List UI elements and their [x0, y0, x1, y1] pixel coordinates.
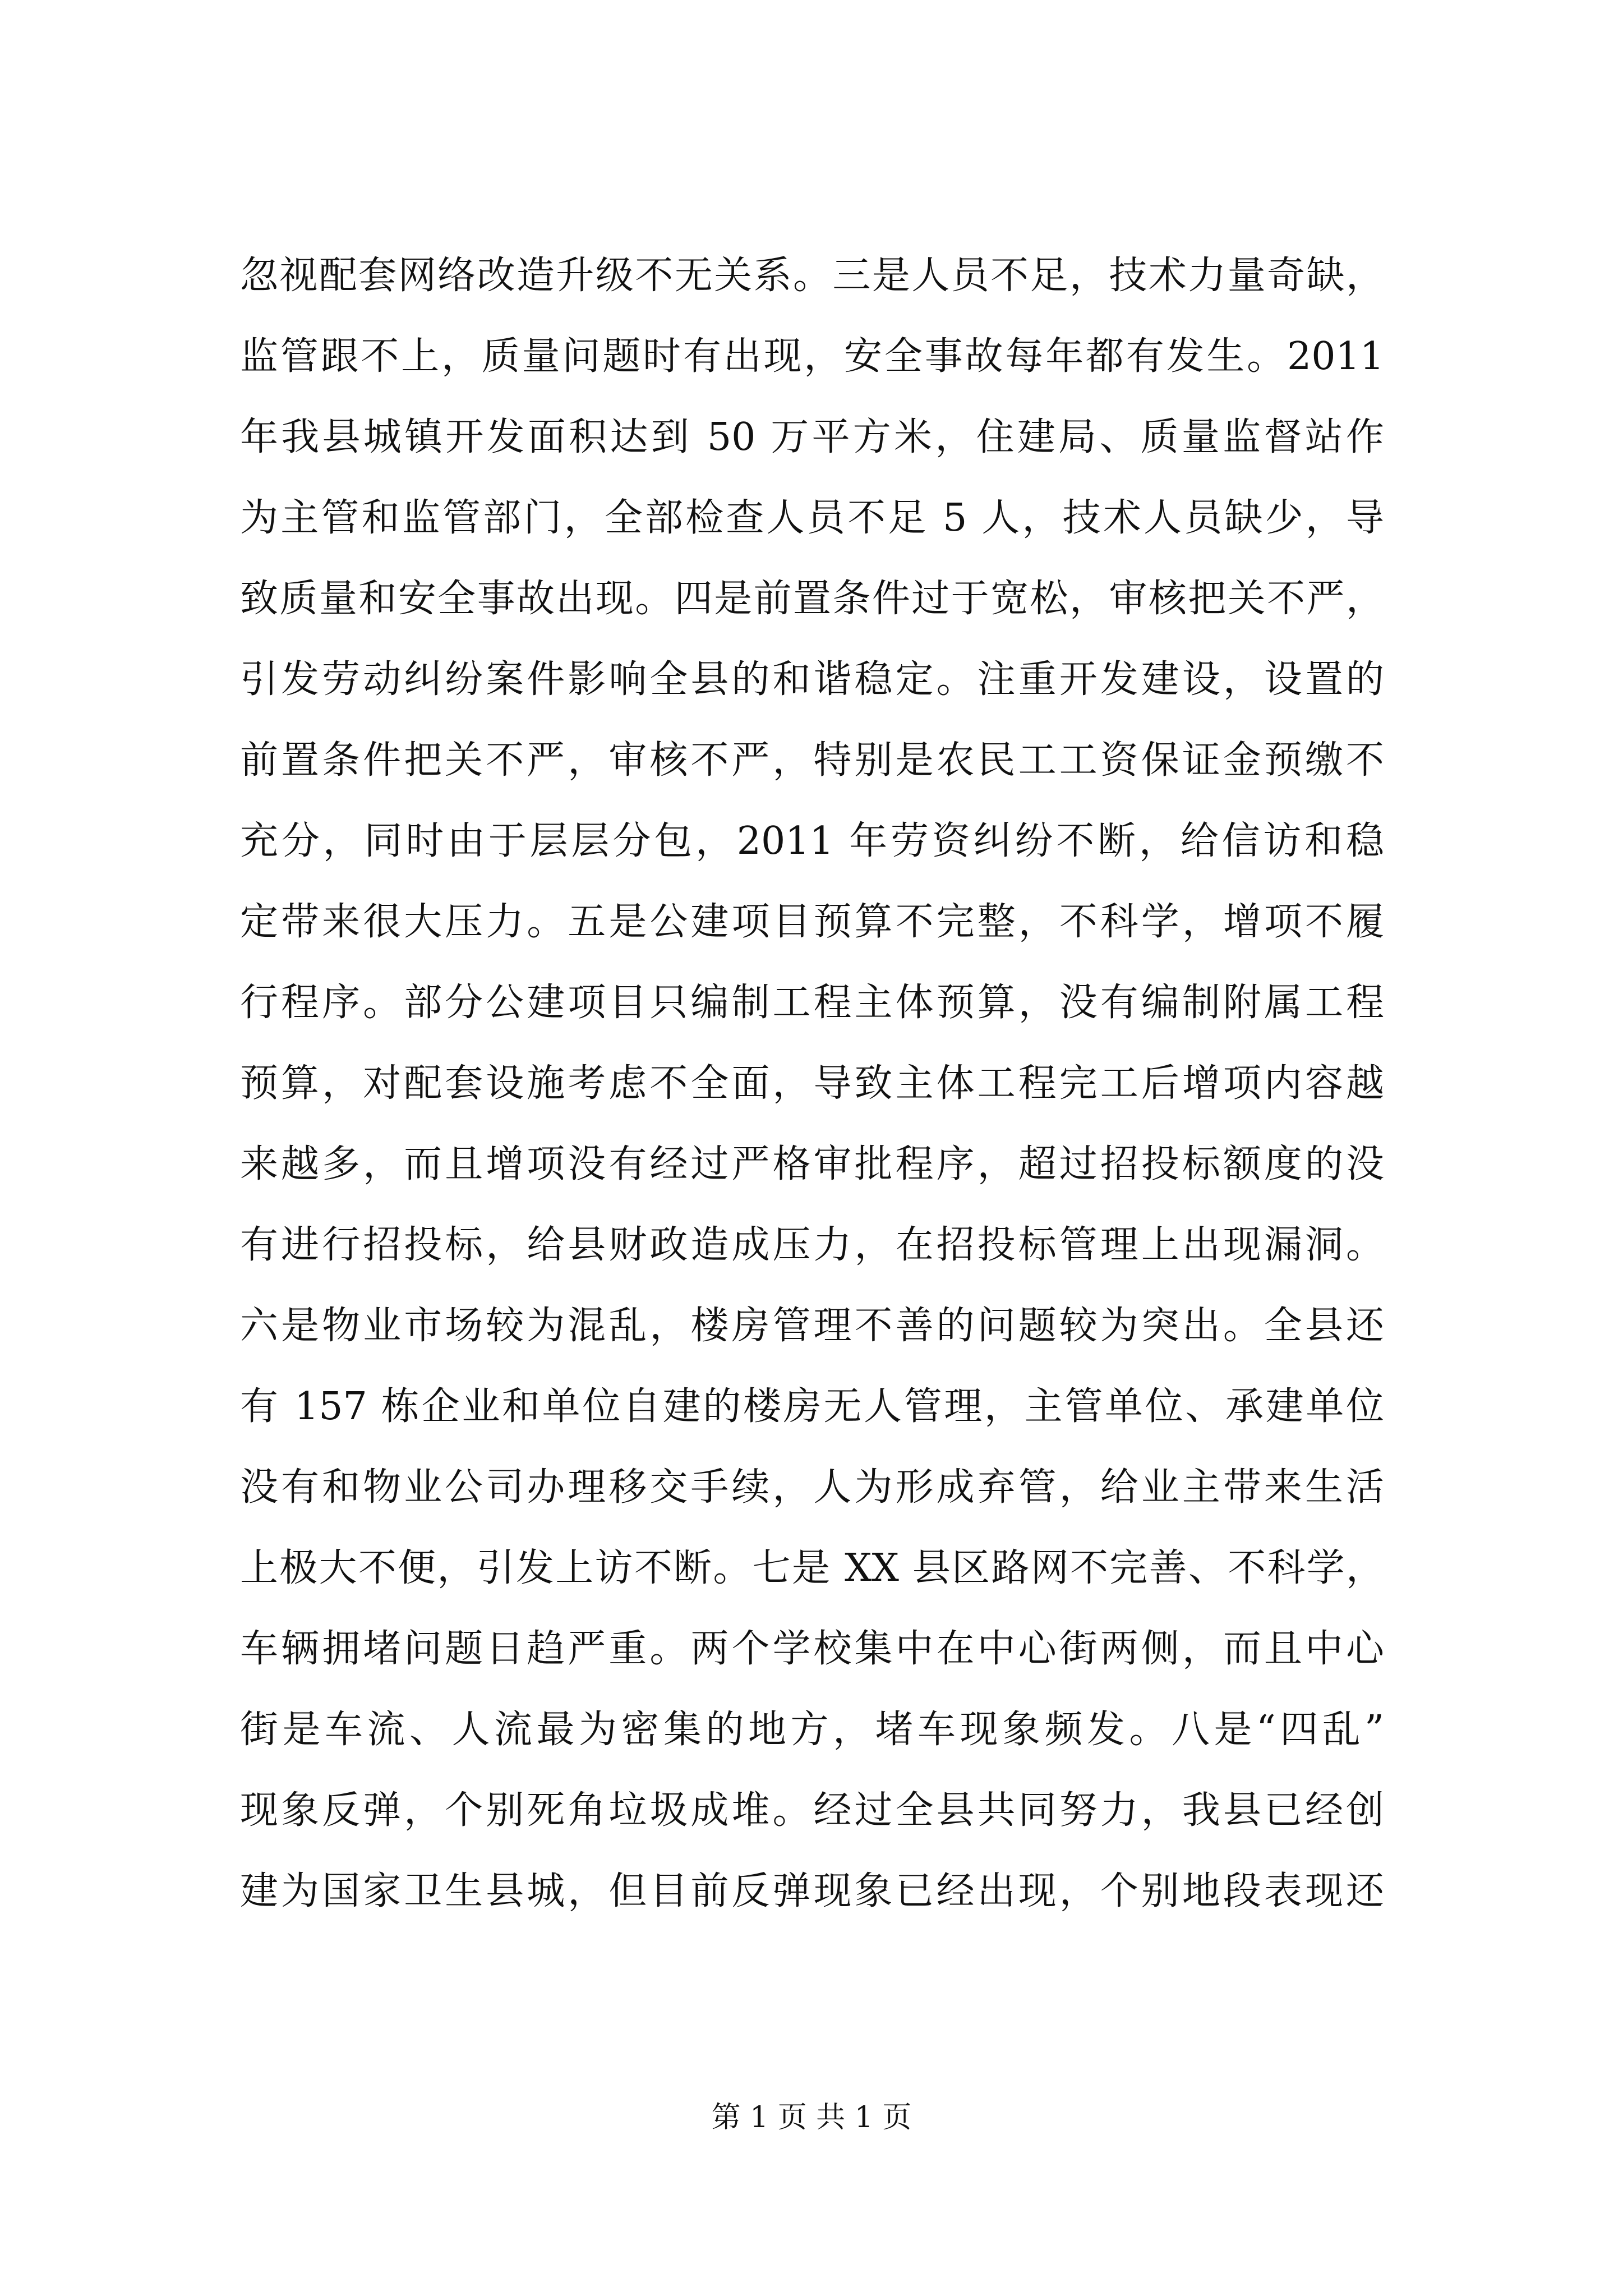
text-line: 有进行招投标，给县财政造成压力，在招投标管理上出现漏洞。 — [240, 1223, 1384, 1267]
text-line: 定带来很大压力。五是公建项目预算不完整，不科学，增项不履 — [240, 900, 1384, 944]
text-line: 忽视配套网络改造升级不无关系。三是人员不足，技术力量奇缺， — [240, 254, 1384, 298]
text-line: 为主管和监管部门，全部检查人员不足 5 人，技术人员缺少，导 — [240, 496, 1384, 540]
text-line: 来越多，而且增项没有经过严格审批程序，超过招投标额度的没 — [240, 1142, 1384, 1186]
body-paragraph — [240, 236, 1384, 1932]
text-line: 有 157 栋企业和单位自建的楼房无人管理，主管单位、承建单位 — [240, 1384, 1384, 1429]
text-line: 致质量和安全事故出现。四是前置条件过于宽松，审核把关不严， — [240, 577, 1384, 621]
page-footer: 第 1 页 共 1 页 — [711, 2101, 912, 2134]
text-line: 前置条件把关不严，审核不严，特别是农民工工资保证金预缴不 — [240, 738, 1384, 783]
text-line: 街是车流、人流最为密集的地方，堵车现象频发。八是“四乱” — [240, 1708, 1384, 1752]
text-line: 引发劳动纠纷案件影响全县的和谐稳定。注重开发建设，设置的 — [240, 657, 1384, 702]
text-line: 行程序。部分公建项目只编制工程主体预算，没有编制附属工程 — [240, 981, 1384, 1025]
text-line: 年我县城镇开发面积达到 50 万平方米，住建局、质量监督站作 — [240, 415, 1384, 459]
text-line: 建为国家卫生县城，但目前反弹现象已经出现，个别地段表现还 — [240, 1869, 1384, 1913]
text-line: 现象反弹，个别死角垃圾成堆。经过全县共同努力，我县已经创 — [240, 1788, 1384, 1833]
text-line: 没有和物业公司办理移交手续，人为形成弃管，给业主带来生活 — [240, 1465, 1384, 1510]
text-line: 预算，对配套设施考虑不全面，导致主体工程完工后增项内容越 — [240, 1061, 1384, 1106]
text-line: 监管跟不上，质量问题时有出现，安全事故每年都有发生。2011 — [240, 334, 1384, 379]
text-line: 六是物业市场较为混乱，楼房管理不善的问题较为突出。全县还 — [240, 1304, 1384, 1348]
text-line: 车辆拥堵问题日趋严重。两个学校集中在中心街两侧，而且中心 — [240, 1627, 1384, 1671]
text-line: 上极大不便，引发上访不断。七是 XX 县区路网不完善、不科学， — [240, 1546, 1384, 1590]
text-line: 充分，同时由于层层分包，2011 年劳资纠纷不断，给信访和稳 — [240, 819, 1384, 863]
